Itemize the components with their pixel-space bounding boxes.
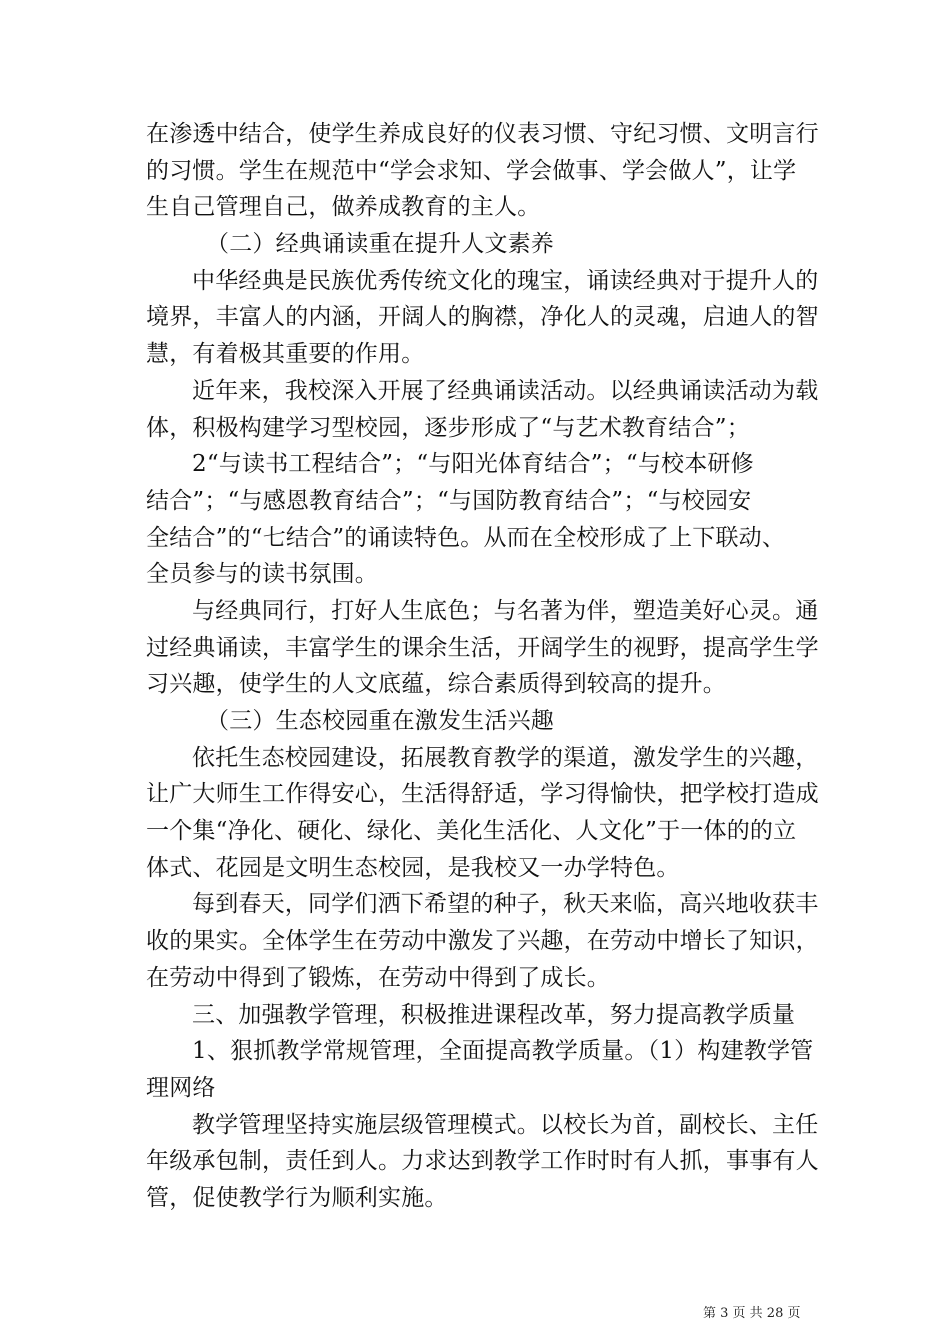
section-heading: 三、加强教学管理，积极推进课程改革，努力提高教学质量 [192, 1001, 796, 1028]
text-line: 过经典诵读，丰富学生的课余生活，开阔学生的视野，提高学生学 [146, 634, 819, 661]
text-line: 管，促使教学行为顺利实施。 [146, 1184, 448, 1211]
text-line: 收的果实。全体学生在劳动中激发了兴趣，在劳动中增长了知识， [146, 928, 819, 955]
text-line: 中华经典是民族优秀传统文化的瑰宝，诵读经典对于提升人的 [192, 267, 819, 294]
text-line: 近年来，我校深入开展了经典诵读活动。以经典诵读活动为载 [192, 377, 819, 404]
text-line: 让广大师生工作得安心，生活得舒适，学习得愉快，把学校打造成 [146, 781, 819, 808]
text-line: 体式、花园是文明生态校园，是我校又一办学特色。 [146, 854, 680, 881]
text-line: 生自己管理自己，做养成教育的主人。 [146, 194, 541, 221]
text-line: 全结合”的“七结合”的诵读特色。从而在全校形成了上下联动、 [146, 524, 786, 551]
section-heading: （三）生态校园重在激发生活兴趣 [206, 708, 554, 734]
text-line: 一个集“净化、硬化、绿化、美化生活化、人文化”于一体的的立 [146, 818, 797, 845]
text-line: 在劳动中得到了锻炼，在劳动中得到了成长。 [146, 964, 610, 991]
text-line: 年级承包制，责任到人。力求达到教学工作时时有人抓，事事有人 [146, 1148, 819, 1175]
page-number-footer: 第 3 页 共 28 页 [703, 1306, 801, 1321]
text-line: 2“与读书工程结合”；“与阳光体育结合”；“与校本研修 [192, 451, 754, 478]
section-heading: （二）经典诵读重在提升人文素养 [206, 231, 554, 258]
text-line: 全员参与的读书氛围。 [146, 561, 378, 588]
text-line: 境界，丰富人的内涵，开阔人的胸襟，净化人的灵魂，启迪人的智 [146, 304, 819, 331]
text-line: 的习惯。学生在规范中“学会求知、学会做事、学会做人”，让学 [146, 157, 797, 184]
document-body [146, 116, 819, 1217]
text-line: 1、狠抓教学常规管理，全面提高教学质量。（1）构建教学管 [192, 1038, 814, 1065]
text-line: 体，积极构建学习型校园，逐步形成了“与艺术教育结合”； [146, 414, 750, 441]
text-line: 慧，有着极其重要的作用。 [146, 341, 425, 368]
text-line: 依托生态校园建设，拓展教育教学的渠道，激发学生的兴趣， [192, 744, 819, 771]
text-line: 理网络 [146, 1074, 216, 1101]
text-line: 结合”；“与感恩教育结合”；“与国防教育结合”；“与校园安 [146, 487, 752, 514]
text-line: 与经典同行，打好人生底色；与名著为伴，塑造美好心灵。通 [192, 597, 819, 624]
text-line: 每到春天，同学们洒下希望的种子，秋天来临，高兴地收获丰 [192, 891, 819, 918]
text-line: 习兴趣，使学生的人文底蕴，综合素质得到较高的提升。 [146, 671, 726, 698]
text-line: 教学管理坚持实施层级管理模式。以校长为首，副校长、主任 [192, 1111, 819, 1138]
text-line: 在渗透中结合，使学生养成良好的仪表习惯、守纪习惯、文明言行 [146, 121, 819, 147]
